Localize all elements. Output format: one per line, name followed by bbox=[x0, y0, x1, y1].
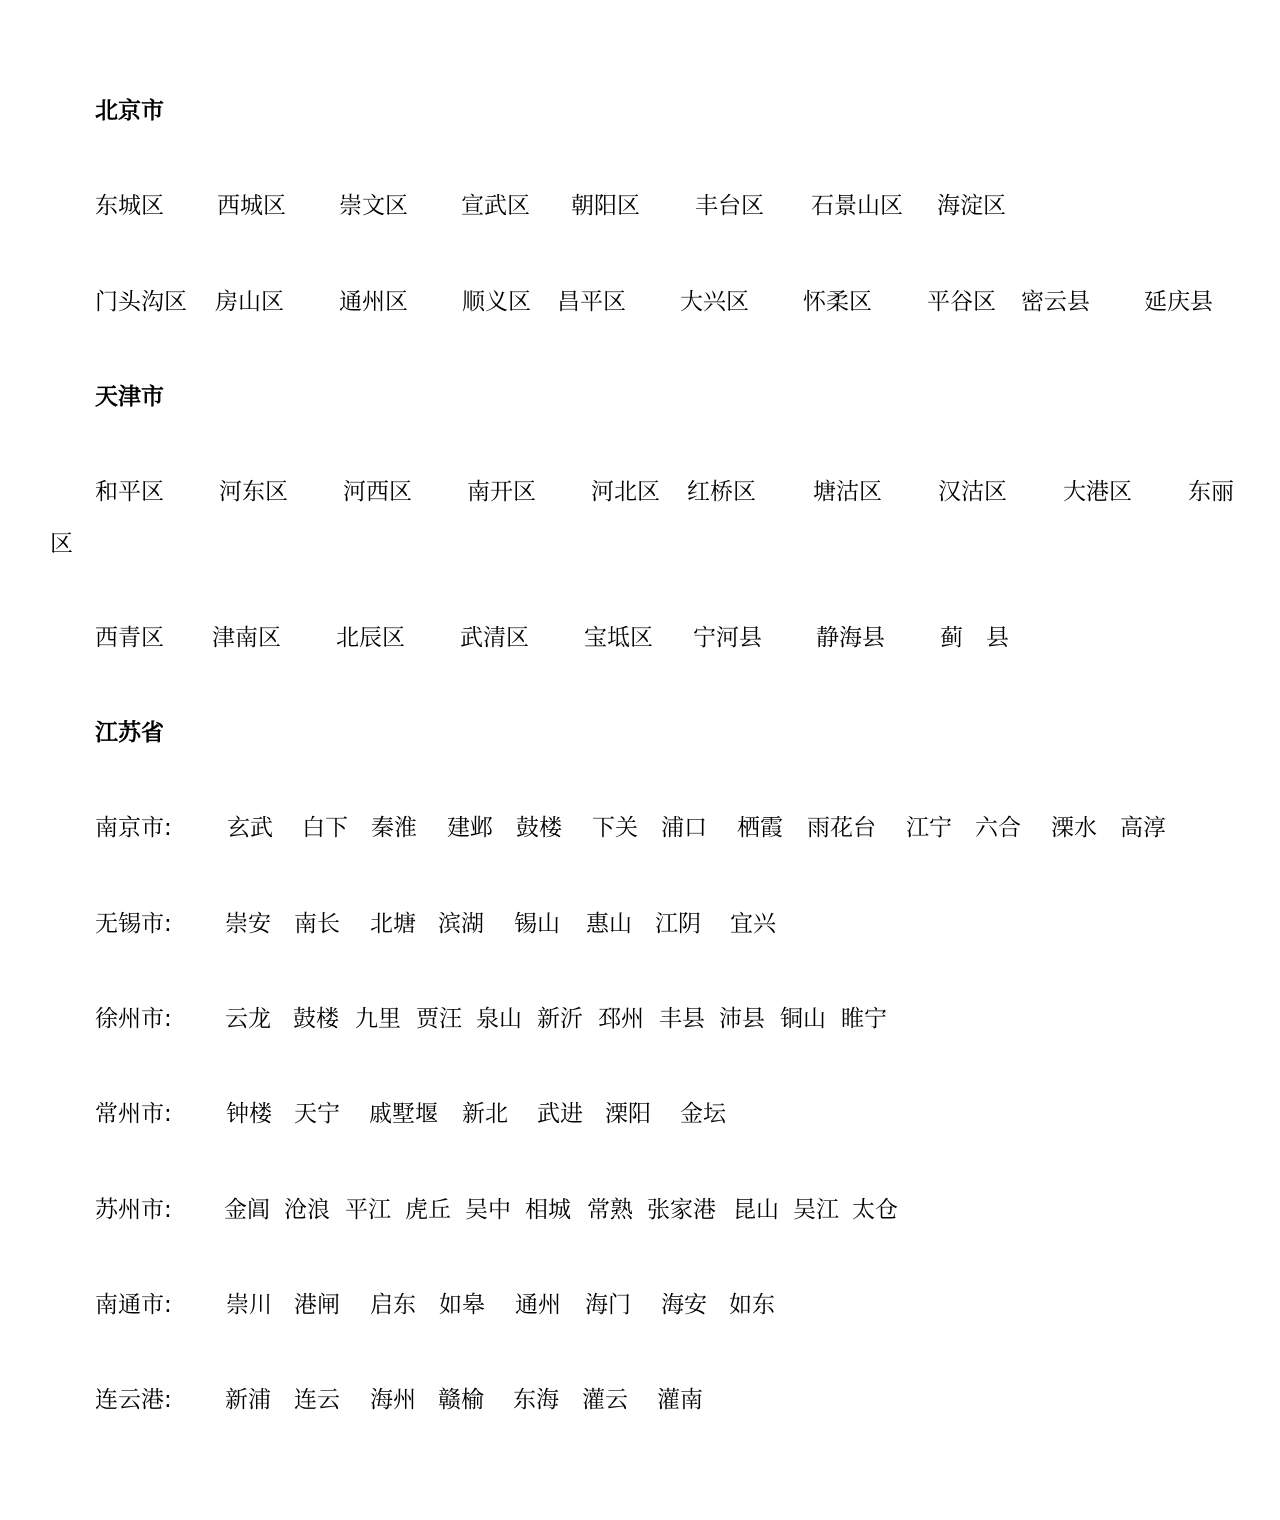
district-item: 锡山 bbox=[514, 911, 560, 937]
district-item: 鼓楼 bbox=[516, 815, 562, 841]
district-item: 丰台区 bbox=[695, 193, 764, 219]
city-label: 南京市: bbox=[95, 815, 172, 841]
city-label: 无锡市: bbox=[95, 911, 172, 937]
district-item: 如东 bbox=[729, 1292, 775, 1318]
district-row-tianjin-2 bbox=[0, 618, 1280, 658]
district-item: 太仓 bbox=[852, 1197, 898, 1223]
district-row-beijing-1 bbox=[0, 186, 1280, 226]
district-item: 秦淮 bbox=[371, 815, 417, 841]
district-item: 宝坻区 bbox=[584, 625, 653, 651]
district-item: 崇川 bbox=[226, 1292, 272, 1318]
district-item: 海州 bbox=[370, 1387, 416, 1413]
district-item: 河西区 bbox=[343, 479, 412, 505]
district-item: 顺义区 bbox=[462, 289, 531, 315]
city-label: 常州市: bbox=[95, 1101, 172, 1127]
district-item: 白下 bbox=[302, 815, 348, 841]
district-item: 常熟 bbox=[587, 1197, 633, 1223]
district-item: 滨湖 bbox=[438, 911, 484, 937]
district-item: 朝阳区 bbox=[571, 193, 640, 219]
district-item-wrap: 区 bbox=[50, 531, 73, 557]
district-item: 大港区 bbox=[1063, 479, 1132, 505]
district-item: 港闸 bbox=[294, 1292, 340, 1318]
district-item: 启东 bbox=[370, 1292, 416, 1318]
district-item: 延庆县 bbox=[1144, 289, 1213, 315]
district-item: 连云 bbox=[294, 1387, 340, 1413]
district-item: 天宁 bbox=[294, 1101, 340, 1127]
district-item: 密云县 bbox=[1021, 289, 1090, 315]
section-heading-jiangsu bbox=[0, 713, 1280, 753]
district-item: 津南区 bbox=[212, 625, 281, 651]
district-item: 江阴 bbox=[655, 911, 701, 937]
district-item: 县 bbox=[986, 625, 1009, 651]
heading-text: 北京市 bbox=[95, 98, 164, 124]
heading-text: 天津市 bbox=[95, 384, 164, 410]
district-row-tianjin-1-wrap bbox=[0, 524, 1280, 564]
district-item: 灌云 bbox=[582, 1387, 628, 1413]
district-item: 下关 bbox=[592, 815, 638, 841]
district-item: 沧浪 bbox=[284, 1197, 330, 1223]
district-item: 东丽 bbox=[1188, 479, 1234, 505]
district-item: 崇安 bbox=[225, 911, 271, 937]
district-item: 门头沟区 bbox=[95, 289, 187, 315]
district-item: 吴江 bbox=[793, 1197, 839, 1223]
district-item: 宁河县 bbox=[693, 625, 762, 651]
district-item: 灌南 bbox=[657, 1387, 703, 1413]
district-item: 崇文区 bbox=[339, 193, 408, 219]
district-item: 大兴区 bbox=[680, 289, 749, 315]
section-heading-beijing bbox=[0, 91, 1280, 131]
district-item: 新沂 bbox=[537, 1006, 583, 1032]
district-item: 新北 bbox=[462, 1101, 508, 1127]
district-item: 宣武区 bbox=[461, 193, 530, 219]
district-item: 北塘 bbox=[370, 911, 416, 937]
district-item: 丰县 bbox=[659, 1006, 705, 1032]
district-item: 惠山 bbox=[586, 911, 632, 937]
district-item: 平江 bbox=[345, 1197, 391, 1223]
district-item: 通州区 bbox=[339, 289, 408, 315]
district-item: 西青区 bbox=[95, 625, 164, 651]
district-item: 溧阳 bbox=[605, 1101, 651, 1127]
city-row-nanjing bbox=[0, 808, 1280, 848]
district-item: 张家港 bbox=[647, 1197, 716, 1223]
city-row-nantong bbox=[0, 1285, 1280, 1325]
city-row-lianyungang bbox=[0, 1380, 1280, 1420]
district-item: 云龙 bbox=[225, 1006, 271, 1032]
district-item: 建邺 bbox=[447, 815, 493, 841]
district-item: 戚墅堰 bbox=[369, 1101, 438, 1127]
district-item: 南长 bbox=[294, 911, 340, 937]
city-row-xuzhou bbox=[0, 999, 1280, 1039]
district-item: 睢宁 bbox=[841, 1006, 887, 1032]
district-item: 海淀区 bbox=[937, 193, 1006, 219]
district-item: 海安 bbox=[661, 1292, 707, 1318]
district-item: 玄武 bbox=[227, 815, 273, 841]
district-item: 怀柔区 bbox=[803, 289, 872, 315]
district-item: 北辰区 bbox=[336, 625, 405, 651]
district-item: 和平区 bbox=[95, 479, 164, 505]
district-item: 河东区 bbox=[219, 479, 288, 505]
district-row-tianjin-1 bbox=[0, 472, 1280, 512]
district-item: 通州 bbox=[515, 1292, 561, 1318]
city-row-suzhou bbox=[0, 1190, 1280, 1230]
district-item: 江宁 bbox=[906, 815, 952, 841]
district-item: 昌平区 bbox=[557, 289, 626, 315]
district-item: 金阊 bbox=[224, 1197, 270, 1223]
district-item: 泉山 bbox=[476, 1006, 522, 1032]
district-item: 塘沽区 bbox=[813, 479, 882, 505]
city-row-wuxi bbox=[0, 904, 1280, 944]
district-item: 如皋 bbox=[439, 1292, 485, 1318]
district-item: 海门 bbox=[585, 1292, 631, 1318]
district-item: 蓟 bbox=[940, 625, 963, 651]
district-item: 钟楼 bbox=[226, 1101, 272, 1127]
district-item: 河北区 bbox=[591, 479, 660, 505]
district-item: 石景山区 bbox=[811, 193, 903, 219]
city-label: 徐州市: bbox=[95, 1006, 172, 1032]
district-item: 吴中 bbox=[465, 1197, 511, 1223]
city-label: 苏州市: bbox=[95, 1197, 172, 1223]
district-item: 九里 bbox=[355, 1006, 401, 1032]
district-item: 金坛 bbox=[680, 1101, 726, 1127]
district-item: 雨花台 bbox=[807, 815, 876, 841]
district-item: 沛县 bbox=[719, 1006, 765, 1032]
heading-text: 江苏省 bbox=[95, 720, 164, 746]
district-item: 宜兴 bbox=[730, 911, 776, 937]
district-item: 鼓楼 bbox=[293, 1006, 339, 1032]
district-item: 六合 bbox=[975, 815, 1021, 841]
district-item: 浦口 bbox=[661, 815, 707, 841]
district-item: 武清区 bbox=[460, 625, 529, 651]
district-item: 红桥区 bbox=[687, 479, 756, 505]
district-item: 铜山 bbox=[780, 1006, 826, 1032]
district-item: 平谷区 bbox=[927, 289, 996, 315]
district-item: 汉沽区 bbox=[938, 479, 1007, 505]
district-item: 贾汪 bbox=[416, 1006, 462, 1032]
district-item: 邳州 bbox=[598, 1006, 644, 1032]
district-item: 武进 bbox=[537, 1101, 583, 1127]
city-label: 连云港: bbox=[95, 1387, 172, 1413]
district-item: 新浦 bbox=[225, 1387, 271, 1413]
district-item: 东城区 bbox=[95, 193, 164, 219]
district-item: 静海县 bbox=[816, 625, 885, 651]
district-item: 赣榆 bbox=[438, 1387, 484, 1413]
district-item: 西城区 bbox=[217, 193, 286, 219]
city-row-changzhou bbox=[0, 1094, 1280, 1134]
district-item: 东海 bbox=[513, 1387, 559, 1413]
city-label: 南通市: bbox=[95, 1292, 172, 1318]
district-item: 昆山 bbox=[733, 1197, 779, 1223]
district-item: 相城 bbox=[525, 1197, 571, 1223]
district-item: 高淳 bbox=[1120, 815, 1166, 841]
district-item: 栖霞 bbox=[737, 815, 783, 841]
district-item: 虎丘 bbox=[405, 1197, 451, 1223]
district-item: 房山区 bbox=[215, 289, 284, 315]
section-heading-tianjin bbox=[0, 377, 1280, 417]
district-row-beijing-2 bbox=[0, 282, 1280, 322]
district-item: 溧水 bbox=[1051, 815, 1097, 841]
district-item: 南开区 bbox=[467, 479, 536, 505]
